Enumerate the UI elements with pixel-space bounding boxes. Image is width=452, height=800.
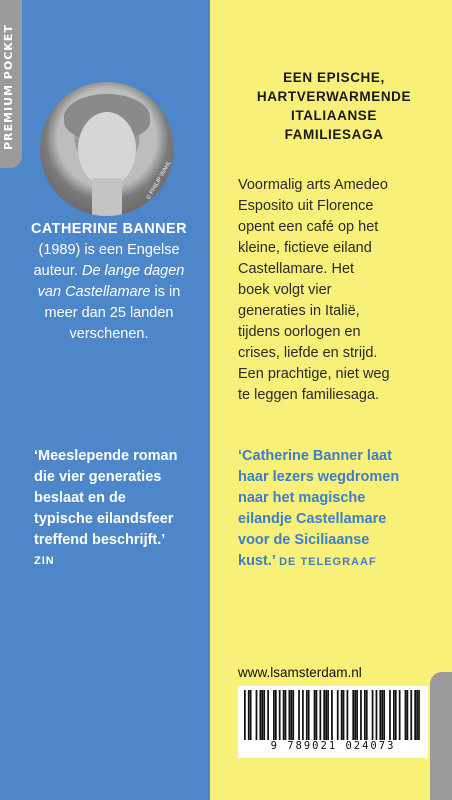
headline: EEN EPISCHE, HARTVERWARMENDE ITALIAANSE FAMILIESAGA xyxy=(256,70,412,142)
author-bio: CATHERINE BANNER (1989) is een Engelse auteur. De lange dagen van Castellamare is in meer dan 25 landen verschenen. xyxy=(20,219,198,345)
isbn-number: 9 789021 024073 xyxy=(270,740,396,752)
tab-label: PREMIUM POCKET xyxy=(2,24,15,150)
bottom-right-tab xyxy=(430,672,452,800)
right-quote-source: DE TELEGRAAF xyxy=(279,556,377,568)
left-quote-source: ZIN xyxy=(34,555,55,567)
author-name: CATHERINE BANNER xyxy=(31,221,187,237)
right-review-quote: ‘Catherine Banner laat haar lezers wegdromen naar het magische eilandje Castellamare voor de Siciliaanse kust.’ DE TELEGRAAF xyxy=(238,448,400,569)
book-description: Voormalig arts Amedeo Esposito uit Florence opent een café op het kleine, fictieve eiland Castellamare. Het boek volgt vier generaties in Italië, tijdens oorlogen en crises, liefde en strijd. Een prachtige, niet weg te leggen familiesaga. xyxy=(238,177,390,403)
left-review-quote: ‘Meeslepende roman die vier generaties beslaat en de typische eilandsfeer treffend beschrijft.’ ZIN xyxy=(34,446,204,572)
barcode-bars xyxy=(244,690,422,740)
publisher-website: www.lsamsterdam.nl xyxy=(238,665,362,680)
photo-credit: © PHILIP WAHL xyxy=(146,160,174,201)
author-portrait xyxy=(40,82,174,216)
isbn-barcode xyxy=(238,686,428,758)
premium-pocket-tab xyxy=(0,0,22,168)
